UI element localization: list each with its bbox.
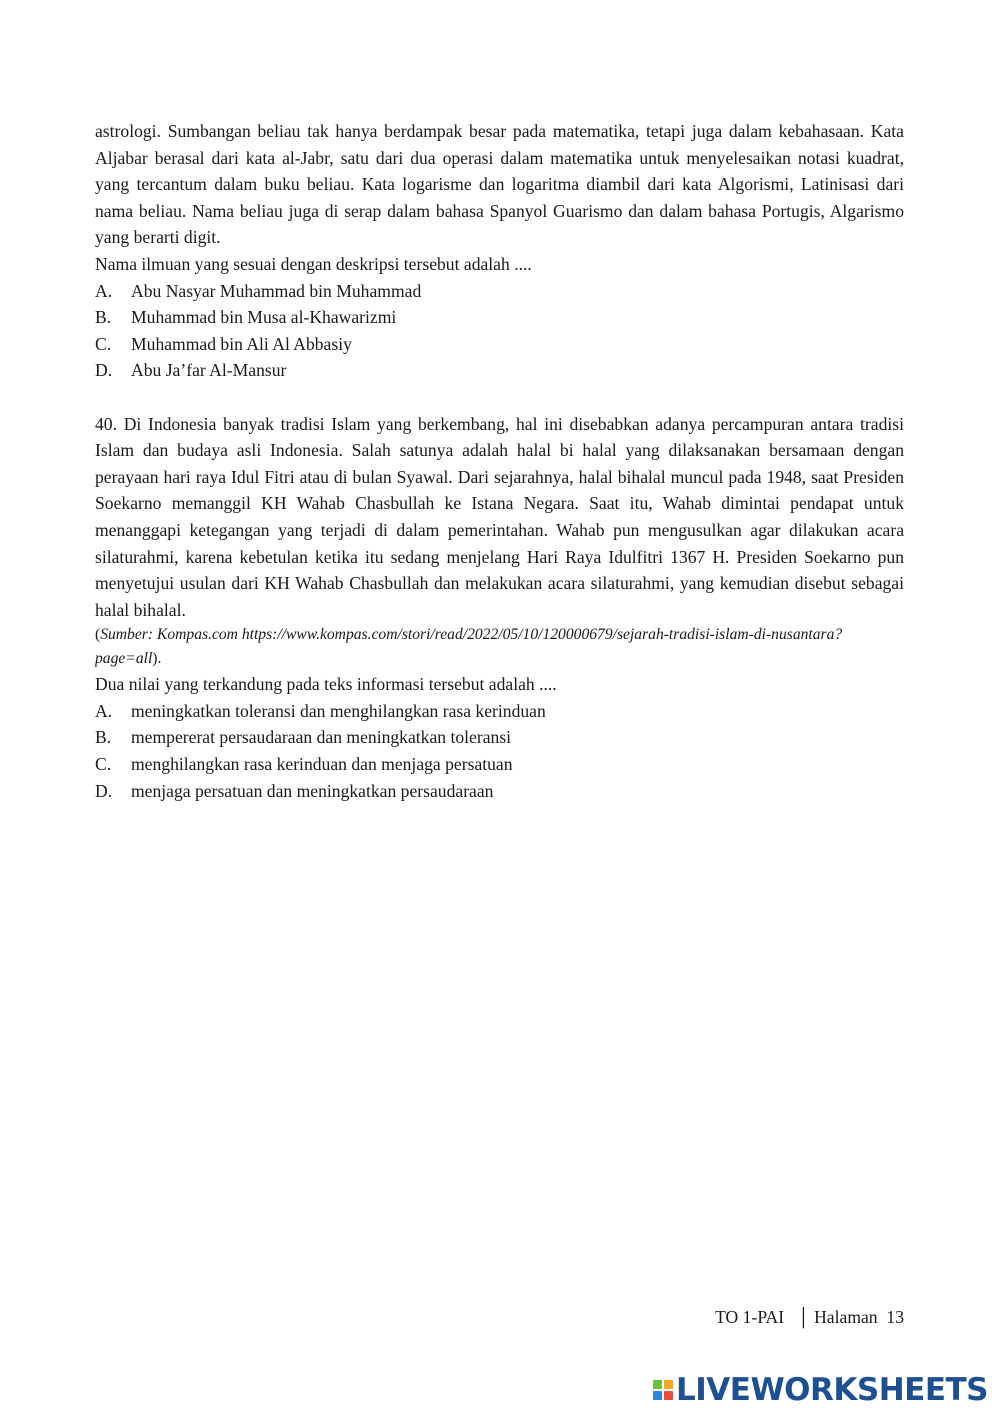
question-prompt: Nama ilmuan yang sesuai dengan deskripsi tersebut adalah .... [95,253,532,274]
option-text: menjaga persatuan dan meningkatkan persaudaraan [131,780,494,801]
option-letter: A. [95,280,113,301]
answer-options-40 [95,698,904,804]
logo-square-orange [664,1380,673,1389]
option-text: meningkatkan toleransi dan menghilangkan rasa kerinduan [131,700,546,721]
option-letter: B. [95,727,112,748]
source-close: ). [152,650,162,668]
question-40-paragraph: 40. Di Indonesia banyak tradisi Islam yang berkembang, hal ini disebabkan adanya percampuran antara tradisi Islam dan budaya asli Indonesia. Salah satunya adalah halal bi halal yang dilaksanakan bersamaan dengan perayaan hari raya Idul Fitri atau di bulan Syawal. Dari sejarahnya, halal bihalal muncul pada 1948, saat Presiden Soekarno memanggil KH Wahab Chasbullah ke Istana Negara. Saat itu, Wahab dimintai pendapat untuk menanggapi ketegangan yang terjadi di dalam pemerintahan. Wahab pun mengusulkan agar dilakukan acara silaturahmi, karena kebetulan ketika itu sedang menjelang Hari Raya Idulfitri 1367 H. Presiden Soekarno pun menyetujui usulan dari KH Wahab Chasbullah dan melakukan acara silaturahmi, yang kemudian disebut sebagai halal bihalal. [95,413,904,620]
source-open: ( [95,626,101,644]
option-letter: D. [95,780,113,801]
page-content [95,118,904,804]
option-c[interactable] [95,751,904,778]
option-d[interactable] [95,778,904,805]
option-text: Abu Ja’far Al-Mansur [131,360,287,381]
logo-squares-icon [653,1380,673,1400]
option-text: Muhammad bin Musa al-Khawarizmi [131,307,397,328]
option-letter: D. [95,360,113,381]
option-text: Muhammad bin Ali Al Abbasiy [131,333,352,354]
answer-options-39 [95,278,904,384]
option-b[interactable] [95,304,904,331]
section-spacer [95,384,904,411]
option-a[interactable] [95,278,904,305]
passage-paragraph: astrologi. Sumbangan beliau tak hanya berdampak besar pada matematika, tetapi juga dalam kebahasaan. Kata Aljabar berasal dari kata al-Jabr, satu dari dua operasi dalam matematika untuk menyelesaikan notasi kuadrat, yang tercantum dalam buku beliau. Kata logarisme dan logaritma diambil dari kata Algorismi, Latinisasi dari nama beliau. Nama beliau juga di serap dalam bahasa Spanyol Guarismo dan dalam bahasa Portugis, Algarismo yang berarti digit. [95,121,904,248]
option-d[interactable] [95,357,904,384]
logo-square-red [664,1391,673,1400]
option-text: mempererat persaudaraan dan meningkatkan toleransi [131,727,512,748]
source-citation [95,623,904,671]
option-text: menghilangkan rasa kerinduan dan menjaga persatuan [131,754,513,775]
option-b[interactable] [95,724,904,751]
option-a[interactable] [95,698,904,725]
option-letter: A. [95,700,113,721]
source-link: Sumber: Kompas.com https://www.kompas.com/stori/read/2022/05/10/120000679/sejarah-tradisi-islam-di-nusantara?page=all [95,626,843,668]
option-letter: C. [95,333,112,354]
option-c[interactable] [95,331,904,358]
logo-square-green [653,1380,662,1389]
logo-wordmark: LIVEWORKSHEETS [676,1372,988,1408]
option-letter: C. [95,754,112,775]
liveworksheets-logo[interactable] [653,1373,988,1407]
logo-square-blue [653,1391,662,1400]
option-letter: B. [95,307,112,328]
question-prompt: Dua nilai yang terkandung pada teks informasi tersebut adalah .... [95,674,557,695]
page-footer: TO 1-PAI │ Halaman 13 [715,1307,904,1327]
option-text: Abu Nasyar Muhammad bin Muhammad [131,280,422,301]
